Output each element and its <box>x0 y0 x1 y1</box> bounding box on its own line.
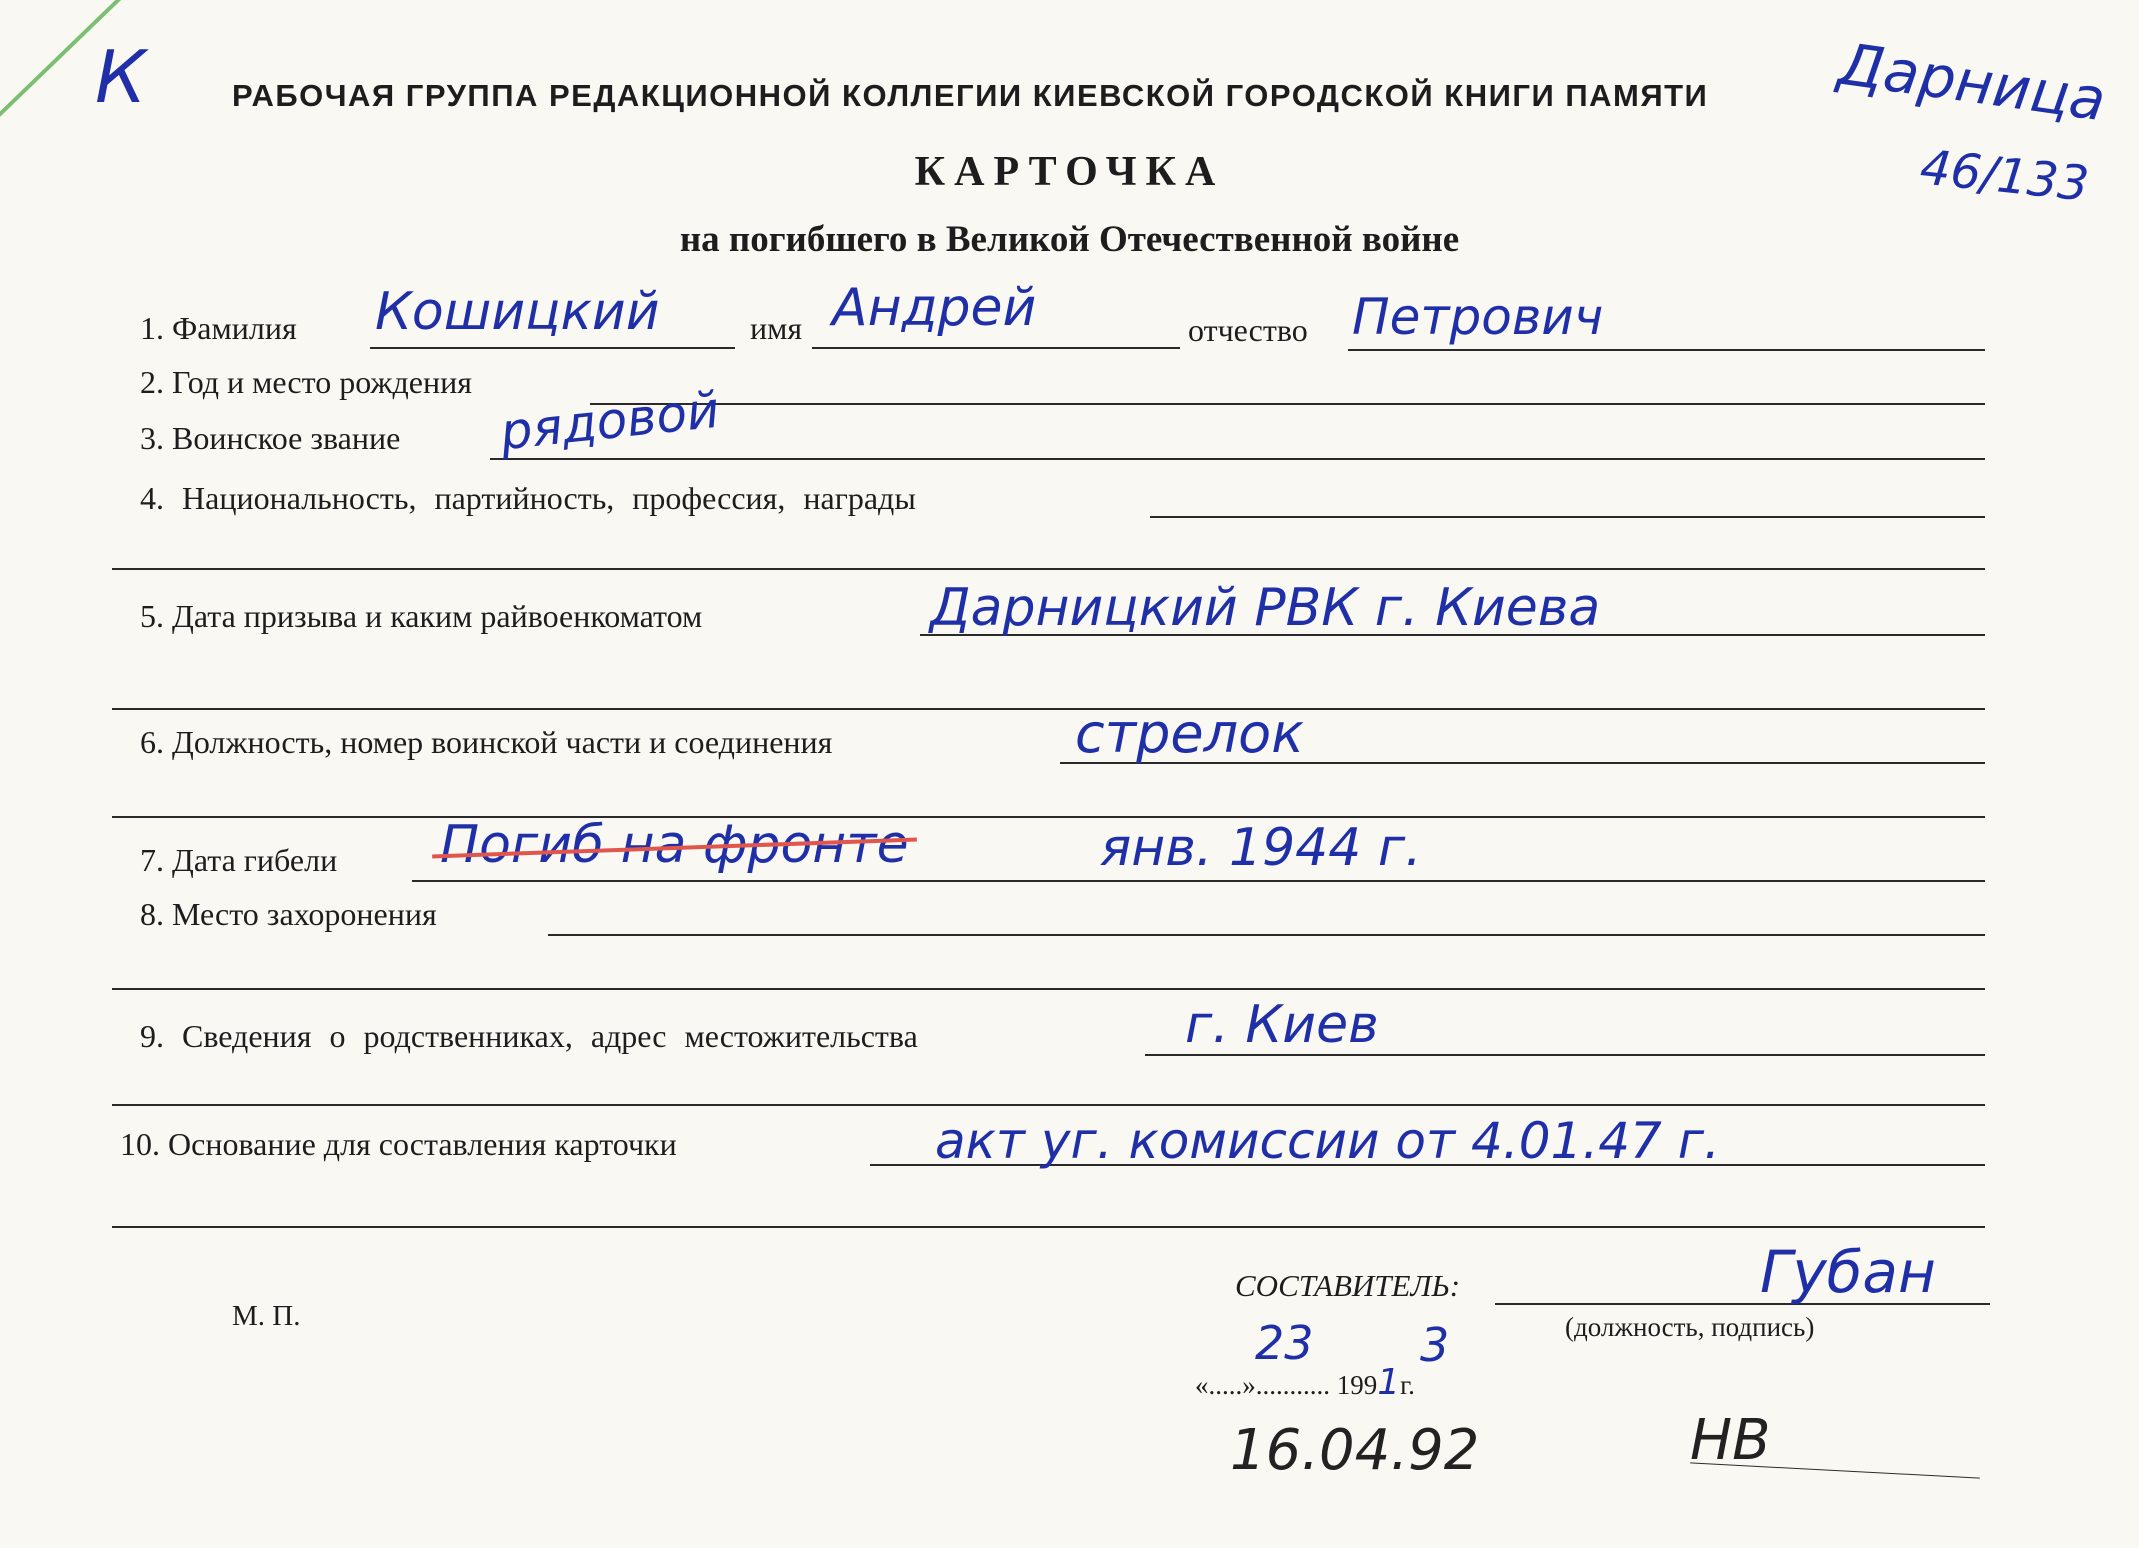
date-template-text: «.....»........... 199 <box>1195 1370 1378 1400</box>
struck-text: Погиб на фронте <box>440 815 909 875</box>
relatives-value: г. Киев <box>1185 995 1379 1055</box>
date-month: 3 <box>1420 1318 1450 1372</box>
card-title: КАРТОЧКА <box>914 149 1225 195</box>
conscription-value: Дарницкий РВК г. Киева <box>930 578 1601 638</box>
position-label: 6. Должность, номер воинской части и соединения <box>140 724 833 760</box>
basis-value: акт уг. комиссии от 4.01.47 г. <box>935 1112 1720 1170</box>
rank-value: рядовой <box>497 380 722 462</box>
mp-label: М. П. <box>232 1300 301 1332</box>
nationality-label: 4. Национальность, партийность, профессия, награды <box>140 480 916 516</box>
birth-line <box>590 403 1985 405</box>
top-left-mark: К <box>95 35 147 119</box>
position-value: стрелок <box>1075 702 1304 765</box>
surname-value: Кошицкий <box>375 282 660 342</box>
burial-line <box>548 934 1985 936</box>
compiler-signature: Губан <box>1760 1238 1936 1306</box>
rank-line <box>490 458 1985 460</box>
rank-label: 3. Воинское звание <box>140 420 401 456</box>
burial-label: 8. Место захоронения <box>140 896 437 932</box>
patronymic-line <box>1348 349 1985 351</box>
note-signature: НВ <box>1690 1408 1771 1473</box>
note-date: 16.04.92 <box>1230 1418 1480 1483</box>
green-pencil-mark <box>0 0 301 153</box>
top-right-district: Дарница <box>1834 29 2110 135</box>
death-line <box>412 880 1985 882</box>
nationality-line-2 <box>112 568 1985 570</box>
death-label: 7. Дата гибели <box>140 842 338 878</box>
burial-line-2 <box>112 988 1985 990</box>
organization-header: РАБОЧАЯ ГРУППА РЕДАКЦИОННОЙ КОЛЛЕГИИ КИЕВСКОЙ ГОРОДСКОЙ КНИГИ ПАМЯТИ <box>232 78 1709 113</box>
date-suffix: г. <box>1400 1370 1415 1400</box>
compiler-label: СОСТАВИТЕЛЬ: <box>1235 1268 1461 1303</box>
nationality-line <box>1150 516 1985 518</box>
surname-label: 1. Фамилия <box>140 310 297 346</box>
name-value: Андрей <box>832 278 1037 338</box>
death-value-struck <box>440 815 909 875</box>
basis-label: 10. Основание для составления карточки <box>120 1126 677 1162</box>
name-label: имя <box>750 310 803 346</box>
death-value: янв. 1944 г. <box>1100 818 1422 878</box>
relatives-label: 9. Сведения о родственниках, адрес местожительства <box>140 1018 918 1054</box>
card-subtitle: на погибшего в Великой Отечественной войне <box>679 219 1460 260</box>
surname-line <box>370 347 735 349</box>
basis-line-2 <box>112 1226 1985 1228</box>
name-line <box>812 347 1180 349</box>
position-line-2 <box>112 816 1985 818</box>
conscription-line-2 <box>112 708 1985 710</box>
patronymic-label: отчество <box>1188 312 1308 348</box>
conscription-label: 5. Дата призыва и каким райвоенкоматом <box>140 598 703 634</box>
date-day: 23 <box>1255 1316 1314 1370</box>
date-year-digit: 1 <box>1377 1362 1401 1403</box>
compiler-hint: (должность, подпись) <box>1565 1312 1815 1342</box>
top-right-number: 46/133 <box>1917 139 2092 213</box>
birth-label: 2. Год и место рождения <box>140 364 472 400</box>
relatives-line-2 <box>112 1104 1985 1106</box>
patronymic-value: Петрович <box>1352 288 1604 346</box>
